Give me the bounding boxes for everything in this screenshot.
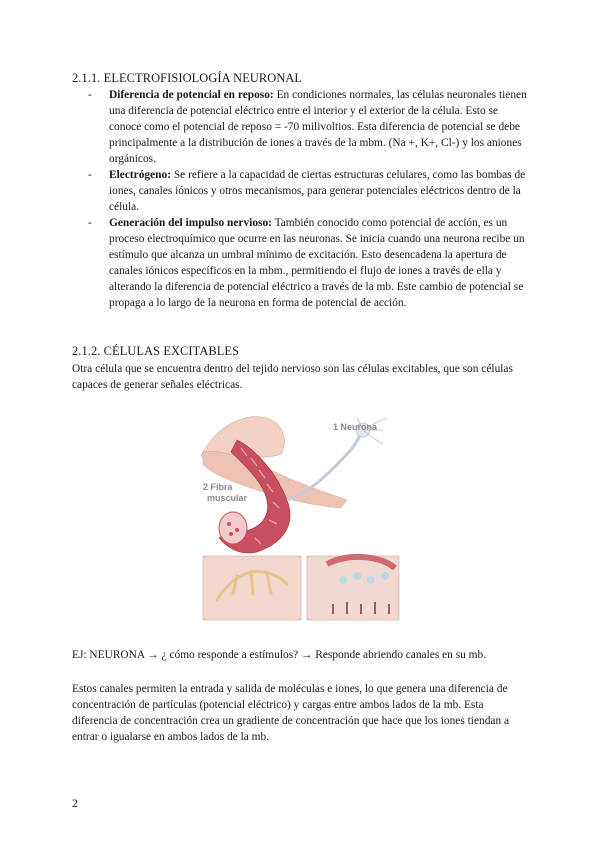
label-fibra-muscular (203, 482, 248, 503)
definition-list (88, 87, 532, 311)
synapse-panel-right (307, 556, 399, 620)
term: Diferencia de potencial en reposo: (109, 89, 274, 101)
list-item (88, 167, 532, 215)
bullet-dash: - (88, 217, 92, 229)
bullet-dash: - (88, 169, 92, 181)
term: Generación del impulso nervioso: (109, 217, 272, 229)
definition-text: También conocido como potencial de acción, es un proceso electroquímico que ocurre en las neuronas. Se inicia cuando una neurona recibe un estímulo que alcanza un umbral mínimo de excitación. Esto desencadena la apertura de canales iónicos específicos en la mbm., permitiendo el flujo de iones a través de ella y alterando la diferencia de potencial eléctrico a través de la mb. Este cambio de potencial se propaga a lo largo de la neurona en forma de potencial de acción. (109, 217, 525, 309)
example-line: EJ: NEURONA → ¿ cómo responde a estímulos? → Responde abriendo canales en su mb. (72, 649, 487, 661)
definition-text: En condiciones normales, las células neuronales tienen una diferencia de potencial eléctrico entre el interior y el exterior de la célula. Esto se conoce como el potencial de reposo = -70 milivoltios. Esta diferencia de potencial se debe principalmente a la distribución de iones a través de la mbm. (Na +, K+, Cl-) y los aniones orgánicos. (109, 89, 527, 165)
explanation-paragraph: Estos canales permiten la entrada y salida de moléculas e iones, lo que genera una diferencia de concentración de partículas (potencial eléctrico) y cargas entre ambos lados de la mb. Esta diferencia de concentración crea un gradiente de concentración que hace que los iones tiendan a entrar o igualarse en ambos lados de la mb. (72, 683, 510, 743)
list-item (88, 215, 532, 311)
section-heading-electrofisiologia: 2.1.1. ELECTROFISIOLOGÍA NEURONAL (72, 71, 303, 85)
neuron-muscle-illustration (197, 404, 403, 632)
definition-text: Se refiere a la capacidad de ciertas estructuras celulares, como las bombas de iones, canales iónicos y otros mecanismos, para generar potenciales eléctricos dentro de la célula. (109, 169, 526, 213)
fiber-cross-section (219, 512, 247, 544)
section-heading-celulas-excitables: 2.1.2. CÉLULAS EXCITABLES (72, 344, 240, 358)
label-neurona: 1 Neurona (333, 422, 378, 432)
intro-paragraph: Otra célula que se encuentra dentro del tejido nervioso son las células excitables, que son células capaces de generar señales eléctricas. (72, 363, 513, 391)
label-fibra-line1: 2 Fibra (203, 482, 233, 492)
list-item (88, 87, 532, 167)
bullet-dash: - (88, 89, 92, 101)
term: Electrógeno: (109, 169, 171, 181)
page-number: 2 (72, 796, 78, 810)
label-fibra-line2: muscular (207, 493, 248, 503)
